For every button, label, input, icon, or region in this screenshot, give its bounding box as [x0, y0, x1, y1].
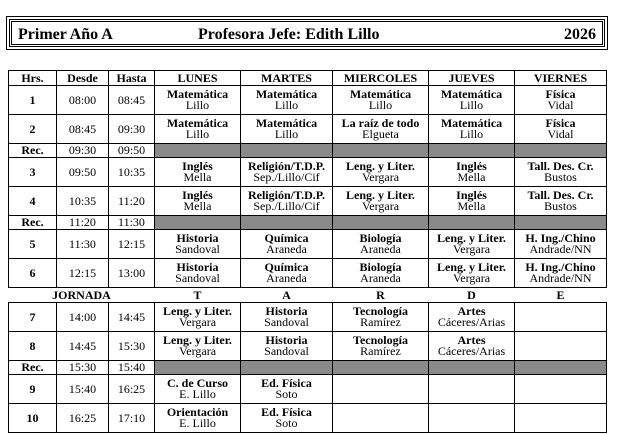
class-cell — [515, 158, 607, 187]
class-cell — [333, 230, 429, 259]
teacher-name: Vergara — [361, 199, 400, 213]
subject-name: C. de Curso — [166, 376, 228, 390]
start-time: 09:30 — [57, 144, 109, 158]
start-time: 15:40 — [57, 375, 109, 404]
subject-name: Religión/T.D.P. — [247, 188, 325, 202]
period-number: 9 — [9, 375, 57, 404]
teacher-name: Araneda — [360, 271, 401, 285]
teacher-name: Vergara — [178, 315, 217, 329]
subject-name: Artes — [457, 304, 486, 318]
subject-name: Leng. y Liter. — [163, 333, 232, 347]
class-cell — [241, 404, 333, 433]
recess-cell — [155, 361, 241, 375]
subject-name: H. Ing./Chino — [525, 231, 596, 245]
teacher-name: Mella — [457, 170, 486, 184]
subject-name: Inglés — [456, 159, 487, 173]
jornada-letter: R — [333, 288, 429, 303]
period-number: 6 — [9, 259, 57, 288]
teacher-name: Lillo — [274, 127, 299, 141]
period-row — [9, 303, 607, 332]
recess-row — [9, 144, 607, 158]
subject-name: Matemática — [166, 116, 229, 130]
subject-name: Matemática — [440, 116, 503, 130]
subject-name: Biología — [359, 260, 402, 274]
recess-cell — [241, 216, 333, 230]
subject-name: Leng. y Liter. — [346, 188, 415, 202]
teacher-name: Vergara — [452, 271, 491, 285]
subject-name: Química — [264, 231, 309, 245]
recess-row — [9, 216, 607, 230]
subject-name: Ed. Física — [261, 405, 312, 419]
subject-name: Historia — [176, 231, 219, 245]
subject-name: H. Ing./Chino — [525, 260, 596, 274]
recess-row — [9, 361, 607, 375]
period-number: 10 — [9, 404, 57, 433]
period-row — [9, 375, 607, 404]
class-cell — [155, 86, 241, 115]
period-number: 2 — [9, 115, 57, 144]
subject-name: Tecnología — [353, 304, 408, 318]
class-cell — [241, 158, 333, 187]
end-time: 10:35 — [109, 158, 155, 187]
recess-cell — [333, 144, 429, 158]
class-cell — [155, 230, 241, 259]
jornada-letter: T — [155, 288, 241, 303]
class-cell — [515, 187, 607, 216]
teacher-name: E. Lillo — [179, 416, 216, 430]
recess-cell — [515, 216, 607, 230]
teacher-name: Cáceres/Arias — [437, 315, 506, 329]
start-time: 14:00 — [57, 303, 109, 332]
subject-name: Química — [264, 260, 309, 274]
class-cell — [515, 259, 607, 288]
period-number: 8 — [9, 332, 57, 361]
class-cell — [241, 230, 333, 259]
teacher-name: Araneda — [360, 242, 401, 256]
recess-cell — [429, 361, 515, 375]
period-row — [9, 86, 607, 115]
period-number: 1 — [9, 86, 57, 115]
start-time: 11:20 — [57, 216, 109, 230]
jornada-letter: D — [429, 288, 515, 303]
teacher-name: Cáceres/Arias — [437, 344, 506, 358]
recess-cell — [333, 361, 429, 375]
recess-cell — [155, 144, 241, 158]
teacher-name: Sep./Lillo/Cif — [253, 170, 320, 184]
teacher-name: Sandoval — [175, 271, 220, 285]
period-row — [9, 332, 607, 361]
subject-name: Religión/T.D.P. — [247, 159, 325, 173]
class-cell — [155, 259, 241, 288]
subject-name: Leng. y Liter. — [163, 304, 232, 318]
column-header: Desde — [57, 71, 109, 86]
subject-name: Tall. Des. Cr. — [527, 188, 594, 202]
end-time: 14:45 — [109, 303, 155, 332]
subject-name: Matemática — [349, 87, 412, 101]
class-cell — [333, 86, 429, 115]
period-number: Rec. — [9, 144, 57, 158]
column-header: MIERCOLES — [333, 71, 429, 86]
recess-cell — [515, 144, 607, 158]
class-cell — [155, 158, 241, 187]
class-cell — [241, 303, 333, 332]
teacher-name: Vidal — [547, 98, 574, 112]
subject-name: Inglés — [182, 159, 213, 173]
recess-cell — [241, 361, 333, 375]
teacher-name: Andrade/NN — [529, 271, 592, 285]
teacher-name: Lillo — [274, 98, 299, 112]
jornada-label: JORNADA — [9, 288, 155, 303]
column-header: Hrs. — [9, 71, 57, 86]
class-cell — [241, 115, 333, 144]
teacher-name: Soto — [275, 387, 298, 401]
class-cell — [333, 115, 429, 144]
period-number: 3 — [9, 158, 57, 187]
end-time: 08:45 — [109, 86, 155, 115]
period-number: 5 — [9, 230, 57, 259]
class-cell — [155, 332, 241, 361]
end-time: 12:15 — [109, 230, 155, 259]
class-cell — [429, 187, 515, 216]
header-row — [9, 71, 607, 86]
subject-name: Artes — [457, 333, 486, 347]
class-cell — [155, 115, 241, 144]
subject-name: Matemática — [255, 87, 318, 101]
period-number: Rec. — [9, 361, 57, 375]
teacher-name: Ramírez — [360, 315, 401, 329]
period-row — [9, 187, 607, 216]
teacher-name: Lillo — [185, 127, 210, 141]
end-time: 09:30 — [109, 115, 155, 144]
class-cell — [333, 303, 429, 332]
start-time: 11:30 — [57, 230, 109, 259]
class-cell — [241, 86, 333, 115]
subject-name: Matemática — [166, 87, 229, 101]
teacher-name: Mella — [457, 199, 486, 213]
subject-name: Inglés — [456, 188, 487, 202]
teacher-name: Bustos — [544, 199, 577, 213]
class-cell — [429, 303, 515, 332]
subject-name: Tall. Des. Cr. — [527, 159, 594, 173]
recess-cell — [429, 216, 515, 230]
class-cell — [429, 375, 515, 404]
start-time: 12:15 — [57, 259, 109, 288]
subject-name: Leng. y Liter. — [437, 231, 506, 245]
class-cell — [429, 259, 515, 288]
class-cell — [333, 259, 429, 288]
end-time: 13:00 — [109, 259, 155, 288]
class-cell — [429, 158, 515, 187]
end-time: 09:50 — [109, 144, 155, 158]
subject-name: Historia — [176, 260, 219, 274]
teacher-name: Sep./Lillo/Cif — [253, 199, 320, 213]
end-time: 15:30 — [109, 332, 155, 361]
end-time: 17:10 — [109, 404, 155, 433]
period-number: Rec. — [9, 216, 57, 230]
class-cell — [429, 86, 515, 115]
subject-name: Leng. y Liter. — [437, 260, 506, 274]
start-time: 09:50 — [57, 158, 109, 187]
column-header: Hasta — [109, 71, 155, 86]
teacher-name: Bustos — [544, 170, 577, 184]
schedule-table — [8, 70, 607, 433]
teacher-name: Vidal — [547, 127, 574, 141]
subject-name: Orientación — [166, 405, 229, 419]
recess-cell — [155, 216, 241, 230]
start-time: 08:45 — [57, 115, 109, 144]
subject-name: Ed. Física — [261, 376, 312, 390]
recess-cell — [333, 216, 429, 230]
recess-cell — [515, 361, 607, 375]
class-cell — [333, 187, 429, 216]
subject-name: Historia — [265, 333, 308, 347]
class-cell — [241, 375, 333, 404]
end-time: 11:20 — [109, 187, 155, 216]
teacher-name: Lillo — [459, 98, 484, 112]
start-time: 15:30 — [57, 361, 109, 375]
class-cell — [155, 375, 241, 404]
period-row — [9, 230, 607, 259]
class-cell — [241, 187, 333, 216]
class-cell — [515, 332, 607, 361]
teacher-name: Mella — [183, 170, 212, 184]
subject-name: La raíz de todo — [341, 116, 420, 130]
class-cell — [515, 375, 607, 404]
jornada-row — [9, 288, 607, 303]
class-cell — [515, 86, 607, 115]
class-cell — [241, 259, 333, 288]
class-cell — [429, 115, 515, 144]
class-cell — [241, 332, 333, 361]
column-header: MARTES — [241, 71, 333, 86]
subject-name: Inglés — [182, 188, 213, 202]
class-cell — [515, 115, 607, 144]
school-year: 2026 — [564, 26, 596, 43]
column-header: LUNES — [155, 71, 241, 86]
jornada-letter: A — [241, 288, 333, 303]
class-cell — [515, 303, 607, 332]
end-time: 15:40 — [109, 361, 155, 375]
jornada-letter: E — [515, 288, 607, 303]
start-time: 14:45 — [57, 332, 109, 361]
teacher-name: Lillo — [185, 98, 210, 112]
period-row — [9, 404, 607, 433]
start-time: 10:35 — [57, 187, 109, 216]
teacher-name: Ramírez — [360, 344, 401, 358]
subject-name: Historia — [265, 304, 308, 318]
schedule-header — [6, 16, 608, 50]
teacher-name: Lillo — [459, 127, 484, 141]
teacher-name: Vergara — [361, 170, 400, 184]
class-cell — [429, 230, 515, 259]
teacher-name: Vergara — [452, 242, 491, 256]
end-time: 11:30 — [109, 216, 155, 230]
column-header: JUEVES — [429, 71, 515, 86]
period-row — [9, 259, 607, 288]
class-cell — [333, 404, 429, 433]
subject-name: Tecnología — [353, 333, 408, 347]
subject-name: Física — [545, 116, 576, 130]
start-time: 16:25 — [57, 404, 109, 433]
period-number: 7 — [9, 303, 57, 332]
recess-cell — [241, 144, 333, 158]
period-row — [9, 115, 607, 144]
class-cell — [429, 332, 515, 361]
class-cell — [155, 187, 241, 216]
class-cell — [515, 230, 607, 259]
class-cell — [429, 404, 515, 433]
teacher-name: Vergara — [178, 344, 217, 358]
course-title: Primer Año A — [18, 26, 113, 43]
head-teacher: Profesora Jefe: Edith Lillo — [198, 26, 380, 43]
subject-name: Leng. y Liter. — [346, 159, 415, 173]
teacher-name: E. Lillo — [179, 387, 216, 401]
teacher-name: Mella — [183, 199, 212, 213]
class-cell — [333, 332, 429, 361]
subject-name: Biología — [359, 231, 402, 245]
class-cell — [515, 404, 607, 433]
class-cell — [333, 375, 429, 404]
teacher-name: Sandoval — [264, 315, 309, 329]
teacher-name: Soto — [275, 416, 298, 430]
teacher-name: Araneda — [266, 271, 307, 285]
start-time: 08:00 — [57, 86, 109, 115]
column-header: VIERNES — [515, 71, 607, 86]
subject-name: Matemática — [440, 87, 503, 101]
class-cell — [155, 404, 241, 433]
period-number: 4 — [9, 187, 57, 216]
teacher-name: Araneda — [266, 242, 307, 256]
teacher-name: Sandoval — [175, 242, 220, 256]
teacher-name: Sandoval — [264, 344, 309, 358]
recess-cell — [429, 144, 515, 158]
teacher-name: Andrade/NN — [529, 242, 592, 256]
subject-name: Matemática — [255, 116, 318, 130]
teacher-name: Lillo — [368, 98, 393, 112]
end-time: 16:25 — [109, 375, 155, 404]
subject-name: Física — [545, 87, 576, 101]
class-cell — [155, 303, 241, 332]
class-cell — [333, 158, 429, 187]
period-row — [9, 158, 607, 187]
teacher-name: Elgueta — [362, 127, 399, 141]
